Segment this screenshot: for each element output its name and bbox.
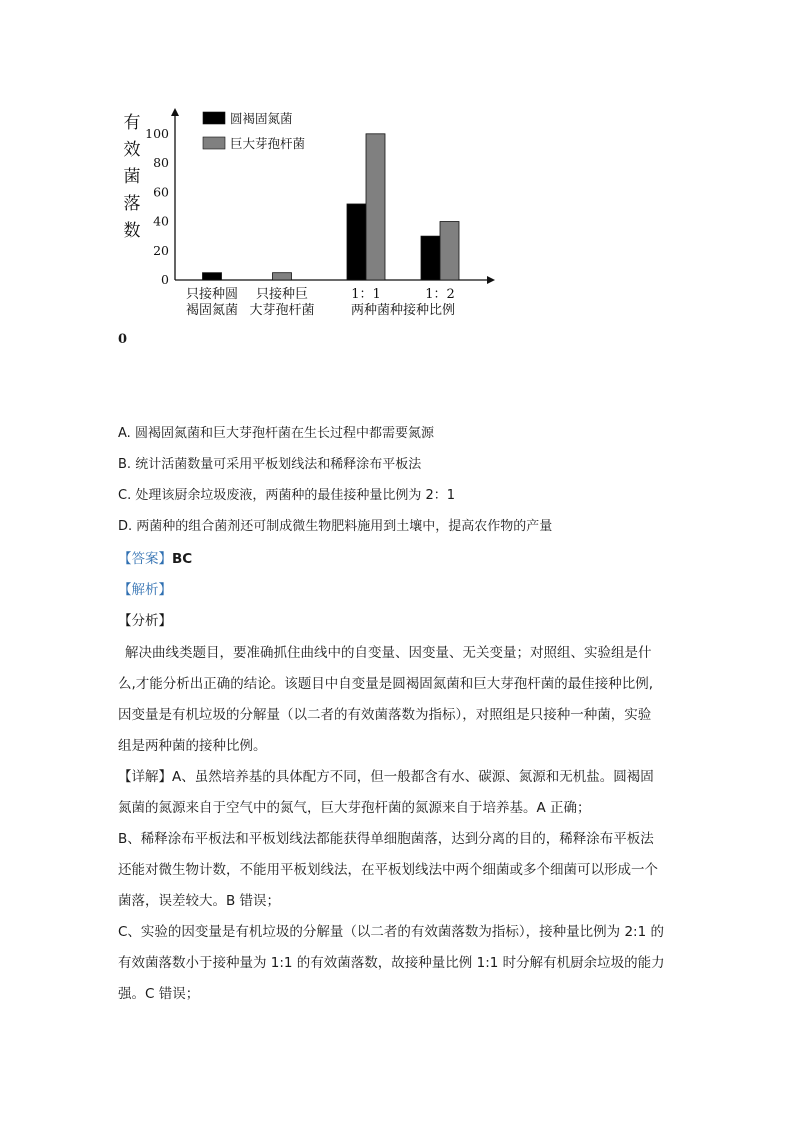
- detail-tag: 【详解】: [118, 769, 172, 785]
- option-text: 圆褐固氮菌和巨大芽孢杆菌在生长过程中都需要氮源: [134, 426, 434, 441]
- fenxi-paragraph: [118, 638, 678, 762]
- y-tick-label: 80: [153, 155, 169, 171]
- option-b: [118, 456, 421, 474]
- y-axis-label-char: 数: [123, 221, 141, 241]
- y-axis-label-char: 落: [123, 194, 141, 214]
- option-letter: D.: [118, 519, 133, 534]
- analysis-tag: 【解析】: [118, 582, 172, 598]
- option-letter: B.: [118, 457, 132, 472]
- x-tick-label: 只接种圆: [185, 287, 239, 302]
- detail-line: [118, 762, 678, 793]
- detail-line: 还能对微生物计数，不能用平板划线法，在平板划线法中两个细菌或多个细菌可以形成一个: [118, 862, 658, 878]
- bar: [440, 222, 459, 280]
- y-tick-labels: [145, 126, 169, 287]
- detail-line: 有效菌落数小于接种量为 1:1 的有效菌落数，故接种量比例 1:1 时分解有机厨余垃圾的能力: [118, 955, 665, 971]
- fenxi-tag: 【分析】: [118, 613, 172, 629]
- option-letter: A.: [118, 426, 131, 441]
- legend-label: 巨大芽孢杆菌: [230, 136, 306, 151]
- detail-line: B、稀释涂布平板法和平板划线法都能获得单细胞菌落，达到分离的目的，稀释涂布平板法: [118, 831, 654, 847]
- detail-line: 强。C 错误；: [118, 986, 200, 1002]
- bar: [366, 134, 385, 280]
- detail-line-text: A、虽然培养基的具体配方不同，但一般都含有水、碳源、氮源和无机盐。圆褐固: [172, 769, 654, 785]
- x-tick-label: 只接种巨: [255, 287, 309, 302]
- option-a: [118, 425, 434, 443]
- x-tick-label: 褐固氮菌: [185, 303, 239, 318]
- chart-legend: [203, 111, 305, 151]
- answer-tag: 【答案】: [118, 551, 172, 567]
- y-axis-label: [124, 113, 141, 241]
- y-axis-label-char: 有: [123, 113, 141, 133]
- legend-swatch: [203, 137, 225, 149]
- option-d: [118, 518, 552, 536]
- y-tick-label: 60: [153, 184, 169, 200]
- y-axis-arrow: [171, 108, 179, 116]
- y-tick-label: 40: [153, 213, 169, 229]
- chart-bars: [203, 134, 460, 280]
- detail-line: 菌落，误差较大。B 错误；: [118, 893, 281, 909]
- x-tick-label: 大芽孢杆菌: [249, 303, 315, 318]
- legend-label: 圆褐固氮菌: [230, 111, 293, 126]
- option-c: [118, 487, 455, 505]
- y-axis-label-char: 菌: [123, 167, 141, 187]
- x-tick-label: 1：2: [425, 287, 455, 302]
- fenxi-line: 解决曲线类题目，要准确抓住曲线中的自变量、因变量、无关变量；对照组、实验组是什: [125, 645, 652, 661]
- detail-line: 氮菌的氮源来自于空气中的氮气，巨大芽孢杆菌的氮源来自于培养基。A 正确；: [118, 800, 591, 816]
- fenxi-line: 么,才能分析出正确的结论。该题目中自变量是圆褐固氮菌和巨大芽孢杆菌的最佳接种比例,: [118, 676, 654, 692]
- fenxi-line: 组是两种菌的接种比例。: [118, 738, 267, 754]
- option-text: 统计活菌数量可采用平板划线法和稀释涂布平板法: [135, 457, 422, 472]
- answer-value: BC: [172, 551, 193, 567]
- bar: [203, 273, 222, 280]
- legend-swatch: [203, 112, 225, 124]
- option-text: 两菌种的组合菌剂还可制成微生物肥料施用到土壤中，提高农作物的产量: [136, 519, 553, 534]
- y-tick-label: 0: [161, 272, 169, 287]
- x-axis-arrow: [487, 276, 495, 284]
- x-tick-label: 1：1: [351, 287, 381, 302]
- bar: [421, 236, 440, 280]
- answer-line: [118, 550, 192, 568]
- detail-line: C、实验的因变量是有机垃圾的分解量（以二者的有效菌落数为指标），接种量比例为 2:1 的: [118, 924, 664, 940]
- bar-chart: [110, 100, 510, 330]
- detail-paragraph: [118, 762, 678, 1010]
- option-text: 处理该厨余垃圾废液，两菌种的最佳接种量比例为 2：1: [135, 488, 456, 503]
- bar: [347, 204, 366, 280]
- figure-label: 0: [118, 332, 128, 347]
- y-axis-label-char: 效: [123, 140, 141, 160]
- fenxi-line: 因变量是有机垃圾的分解量（以二者的有效菌落数为指标），对照组是只接种一种菌，实验: [118, 707, 652, 723]
- y-tick-label: 20: [153, 242, 169, 258]
- x-axis-label: 两种菌种接种比例: [350, 303, 456, 318]
- bar: [273, 273, 292, 280]
- option-letter: C.: [118, 488, 132, 503]
- y-tick-label: 100: [145, 125, 169, 141]
